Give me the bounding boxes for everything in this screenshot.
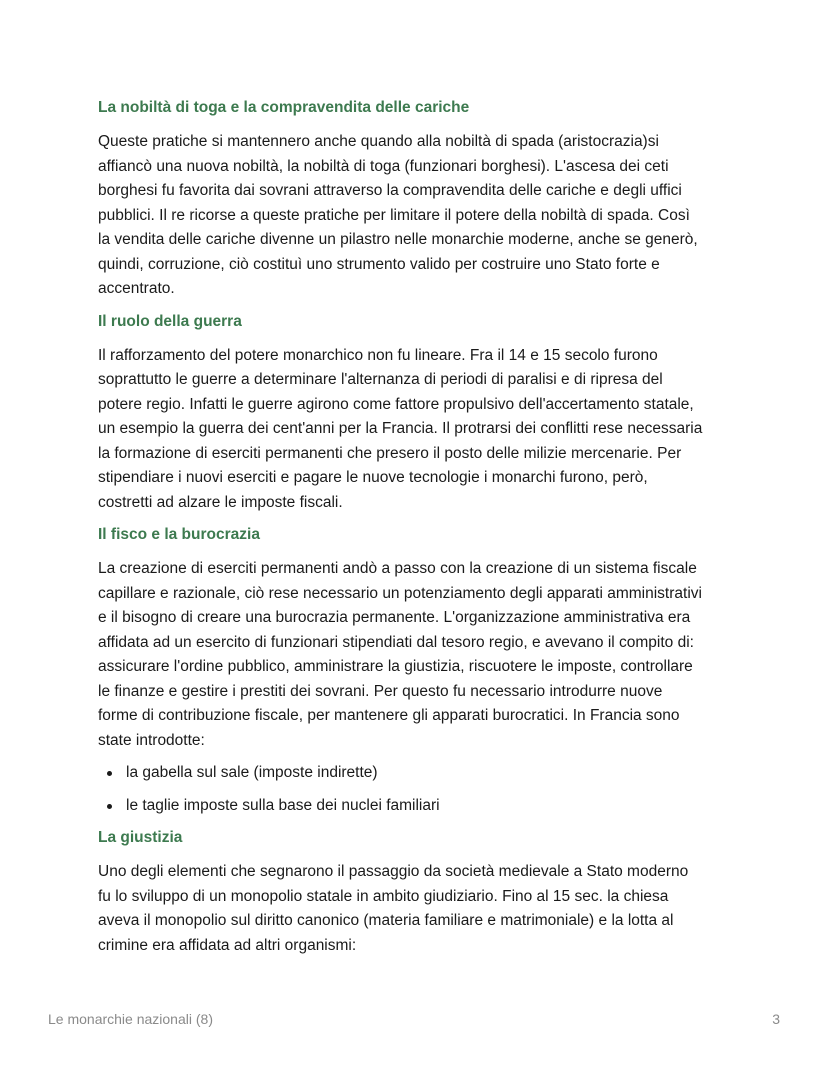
- bullet-list: [98, 761, 738, 818]
- section-heading: La nobiltà di toga e la compravendita delle cariche: [98, 99, 470, 116]
- list-item: [98, 761, 738, 786]
- section-ruolo-guerra: [98, 310, 738, 516]
- section-heading: Il fisco e la burocrazia: [98, 526, 260, 543]
- list-item-text: le taglie imposte sulla base dei nuclei familiari: [126, 796, 440, 814]
- footer-document-title: Le monarchie nazionali (8): [48, 1011, 213, 1027]
- section-paragraph: Queste pratiche si mantennero anche quando alla nobiltà di spada (aristocrazia)si affiancò una nuova nobiltà, la nobiltà di toga (funzionari borghesi). L'ascesa dei ceti borghesi fu favorita dai sovrani attraverso la compravendita delle cariche e degli uffici pubblici. Il re ricorse a queste pratiche per limitare il potere della nobiltà di spada. Così la vendita delle cariche divenne un pilastro nelle monarchie moderne, anche se generò, quindi, corruzione, ciò costituì uno strumento valido per costruire uno Stato forte e accentrato.: [98, 133, 698, 297]
- section-paragraph: La creazione di eserciti permanenti andò a passo con la creazione di un sistema fiscale capillare e razionale, ciò rese necessario un potenziamento degli apparati amministrativi e il bisogno di creare una burocrazia permanente. L'organizzazione amministrativa era affidata ad un esercito di funzionari stipendiati dal tesoro regio, e avevano il compito di: assicurare l'ordine pubblico, amministrare la giustizia, riscuotere le imposte, controllare le finanze e gestire i prestiti dei sovrani. Per questo fu necessario introdurre nuove forme di contribuzione fiscale, per mantenere gli apparati burocratici. In Francia sono state introdotte:: [98, 560, 702, 749]
- bullet-icon: [107, 771, 112, 776]
- section-nobilta-toga: [98, 96, 738, 302]
- footer-page-number: 3: [772, 1011, 780, 1027]
- section-fisco-burocrazia: [98, 523, 738, 818]
- bullet-icon: [107, 804, 112, 809]
- list-item: [98, 794, 738, 819]
- section-paragraph: Uno degli elementi che segnarono il passaggio da società medievale a Stato moderno fu lo sviluppo di un monopolio statale in ambito giudiziario. Fino al 15 sec. la chiesa aveva il monopolio sul diritto canonico (materia familiare e matrimoniale) e la lotta al crimine era affidata ad altri organismi:: [98, 863, 689, 954]
- list-item-text: la gabella sul sale (imposte indirette): [126, 764, 378, 781]
- section-heading: La giustizia: [98, 829, 183, 846]
- section-giustizia: [98, 826, 738, 958]
- section-heading: Il ruolo della guerra: [98, 312, 242, 330]
- document-body: [98, 96, 738, 966]
- section-paragraph: Il rafforzamento del potere monarchico non fu lineare. Fra il 14 e 15 secolo furono soprattutto le guerre a determinare l'alternanza di periodi di paralisi e di ripresa del potere regio. Infatti le guerre agirono come fattore propulsivo dell'accertamento statale, un esempio la guerra dei cent'anni per la Francia. Il protrarsi dei conflitti rese necessaria la formazione di eserciti permanenti che presero il posto delle milizie mercenarie. Per stipendiare i nuovi eserciti e pagare le nuove tecnologie i monarchi furono, però, costretti ad alzare le imposte fiscali.: [98, 346, 703, 511]
